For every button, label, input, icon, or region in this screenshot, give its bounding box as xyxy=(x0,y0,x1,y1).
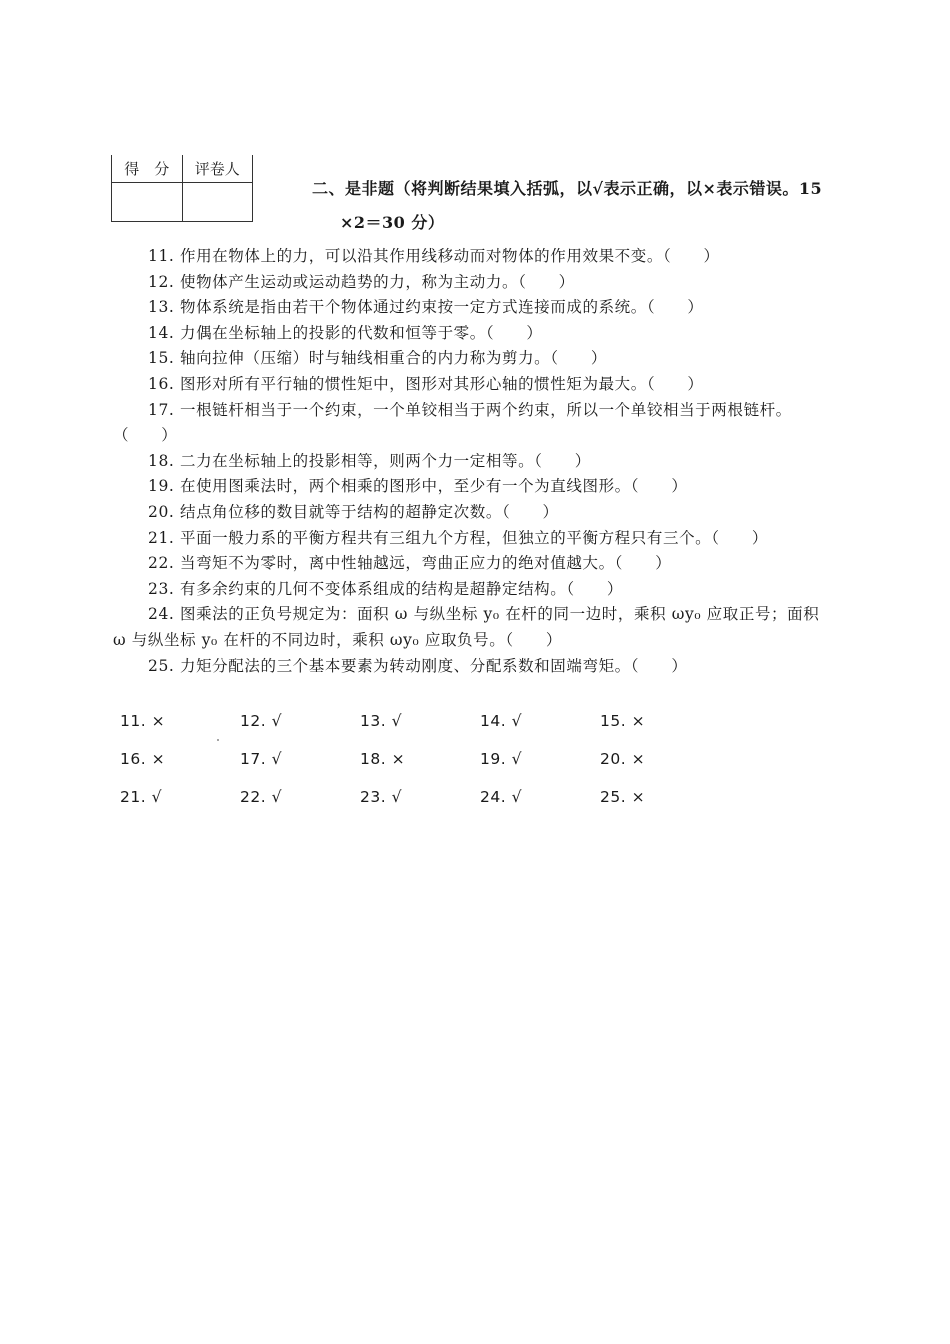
question-19: 19. 在使用图乘法时，两个相乘的图形中，至少有一个为直线图形。（ ） xyxy=(148,477,688,496)
answer-item: 21. √ xyxy=(120,788,162,806)
score-cell xyxy=(112,183,183,222)
answer-item: 19. √ xyxy=(480,750,522,768)
grader-header: 评卷人 xyxy=(182,155,253,183)
grader-cell xyxy=(182,183,253,222)
question-18: 18. 二力在坐标轴上的投影相等，则两个力一定相等。（ ） xyxy=(148,451,591,470)
answer-key xyxy=(120,702,720,816)
answer-item: 18. × xyxy=(360,750,406,768)
question-13: 13. 物体系统是指由若干个物体通过约束按一定方式连接而成的系统。（ ） xyxy=(148,298,704,317)
answer-item: 25. × xyxy=(600,788,646,806)
answer-item: 13. √ xyxy=(360,712,402,730)
answer-row xyxy=(120,740,720,778)
scan-speck xyxy=(217,739,219,741)
question-12: 12. 使物体产生运动或运动趋势的力，称为主动力。（ ） xyxy=(148,272,575,291)
question-15: 15. 轴向拉伸（压缩）时与轴线相重合的内力称为剪力。（ ） xyxy=(148,349,607,368)
section-title-line1: 二、是非题（将判断结果填入括弧，以√表示正确，以×表示错误。15 xyxy=(312,179,823,198)
question-20: 20. 结点角位移的数目就等于结构的超静定次数。（ ） xyxy=(148,502,559,521)
question-17: 17. 一根链杆相当于一个约束，一个单铰相当于两个约束，所以一个单铰相当于两根链杆。（ ） xyxy=(113,400,792,445)
answer-item: 20. × xyxy=(600,750,646,768)
question-24: 24. 图乘法的正负号规定为：面积 ω 与纵坐标 y₀ 在杆的同一边时，乘积 ωy₀ 应取正号；面积 ω 与纵坐标 y₀ 在杆的不同边时，乘积 ωy₀ 应取负号。（ ） xyxy=(113,605,820,649)
question-22: 22. 当弯矩不为零时，离中性轴越远，弯曲正应力的绝对值越大。（ ） xyxy=(148,554,672,573)
score-box xyxy=(111,155,253,222)
score-header: 得 分 xyxy=(112,155,183,183)
question-23: 23. 有多余约束的几何不变体系组成的结构是超静定结构。（ ） xyxy=(148,579,624,598)
question-14: 14. 力偶在坐标轴上的投影的代数和恒等于零。（ ） xyxy=(148,323,543,342)
section-title-line2: ×2＝30 分） xyxy=(340,213,445,232)
question-21: 21. 平面一般力系的平衡方程共有三组九个方程，但独立的平衡方程只有三个。（ ） xyxy=(148,528,768,547)
answer-item: 24. √ xyxy=(480,788,522,806)
section-heading xyxy=(312,172,832,240)
answer-item: 12. √ xyxy=(240,712,282,730)
answer-item: 16. × xyxy=(120,750,166,768)
answer-item: 23. √ xyxy=(360,788,402,806)
answer-item: 11. × xyxy=(120,712,166,730)
answer-item: 14. √ xyxy=(480,712,522,730)
answer-item: 17. √ xyxy=(240,750,282,768)
question-16: 16. 图形对所有平行轴的惯性矩中，图形对其形心轴的惯性矩为最大。（ ） xyxy=(148,374,704,393)
answer-row xyxy=(120,702,720,740)
question-25: 25. 力矩分配法的三个基本要素为转动刚度、分配系数和固端弯矩。（ ） xyxy=(148,656,688,675)
answer-row xyxy=(120,778,720,816)
answer-item: 22. √ xyxy=(240,788,282,806)
question-list xyxy=(113,244,833,679)
question-11: 11. 作用在物体上的力，可以沿其作用线移动而对物体的作用效果不变。（ ） xyxy=(148,247,720,265)
answer-item: 15. × xyxy=(600,712,646,730)
